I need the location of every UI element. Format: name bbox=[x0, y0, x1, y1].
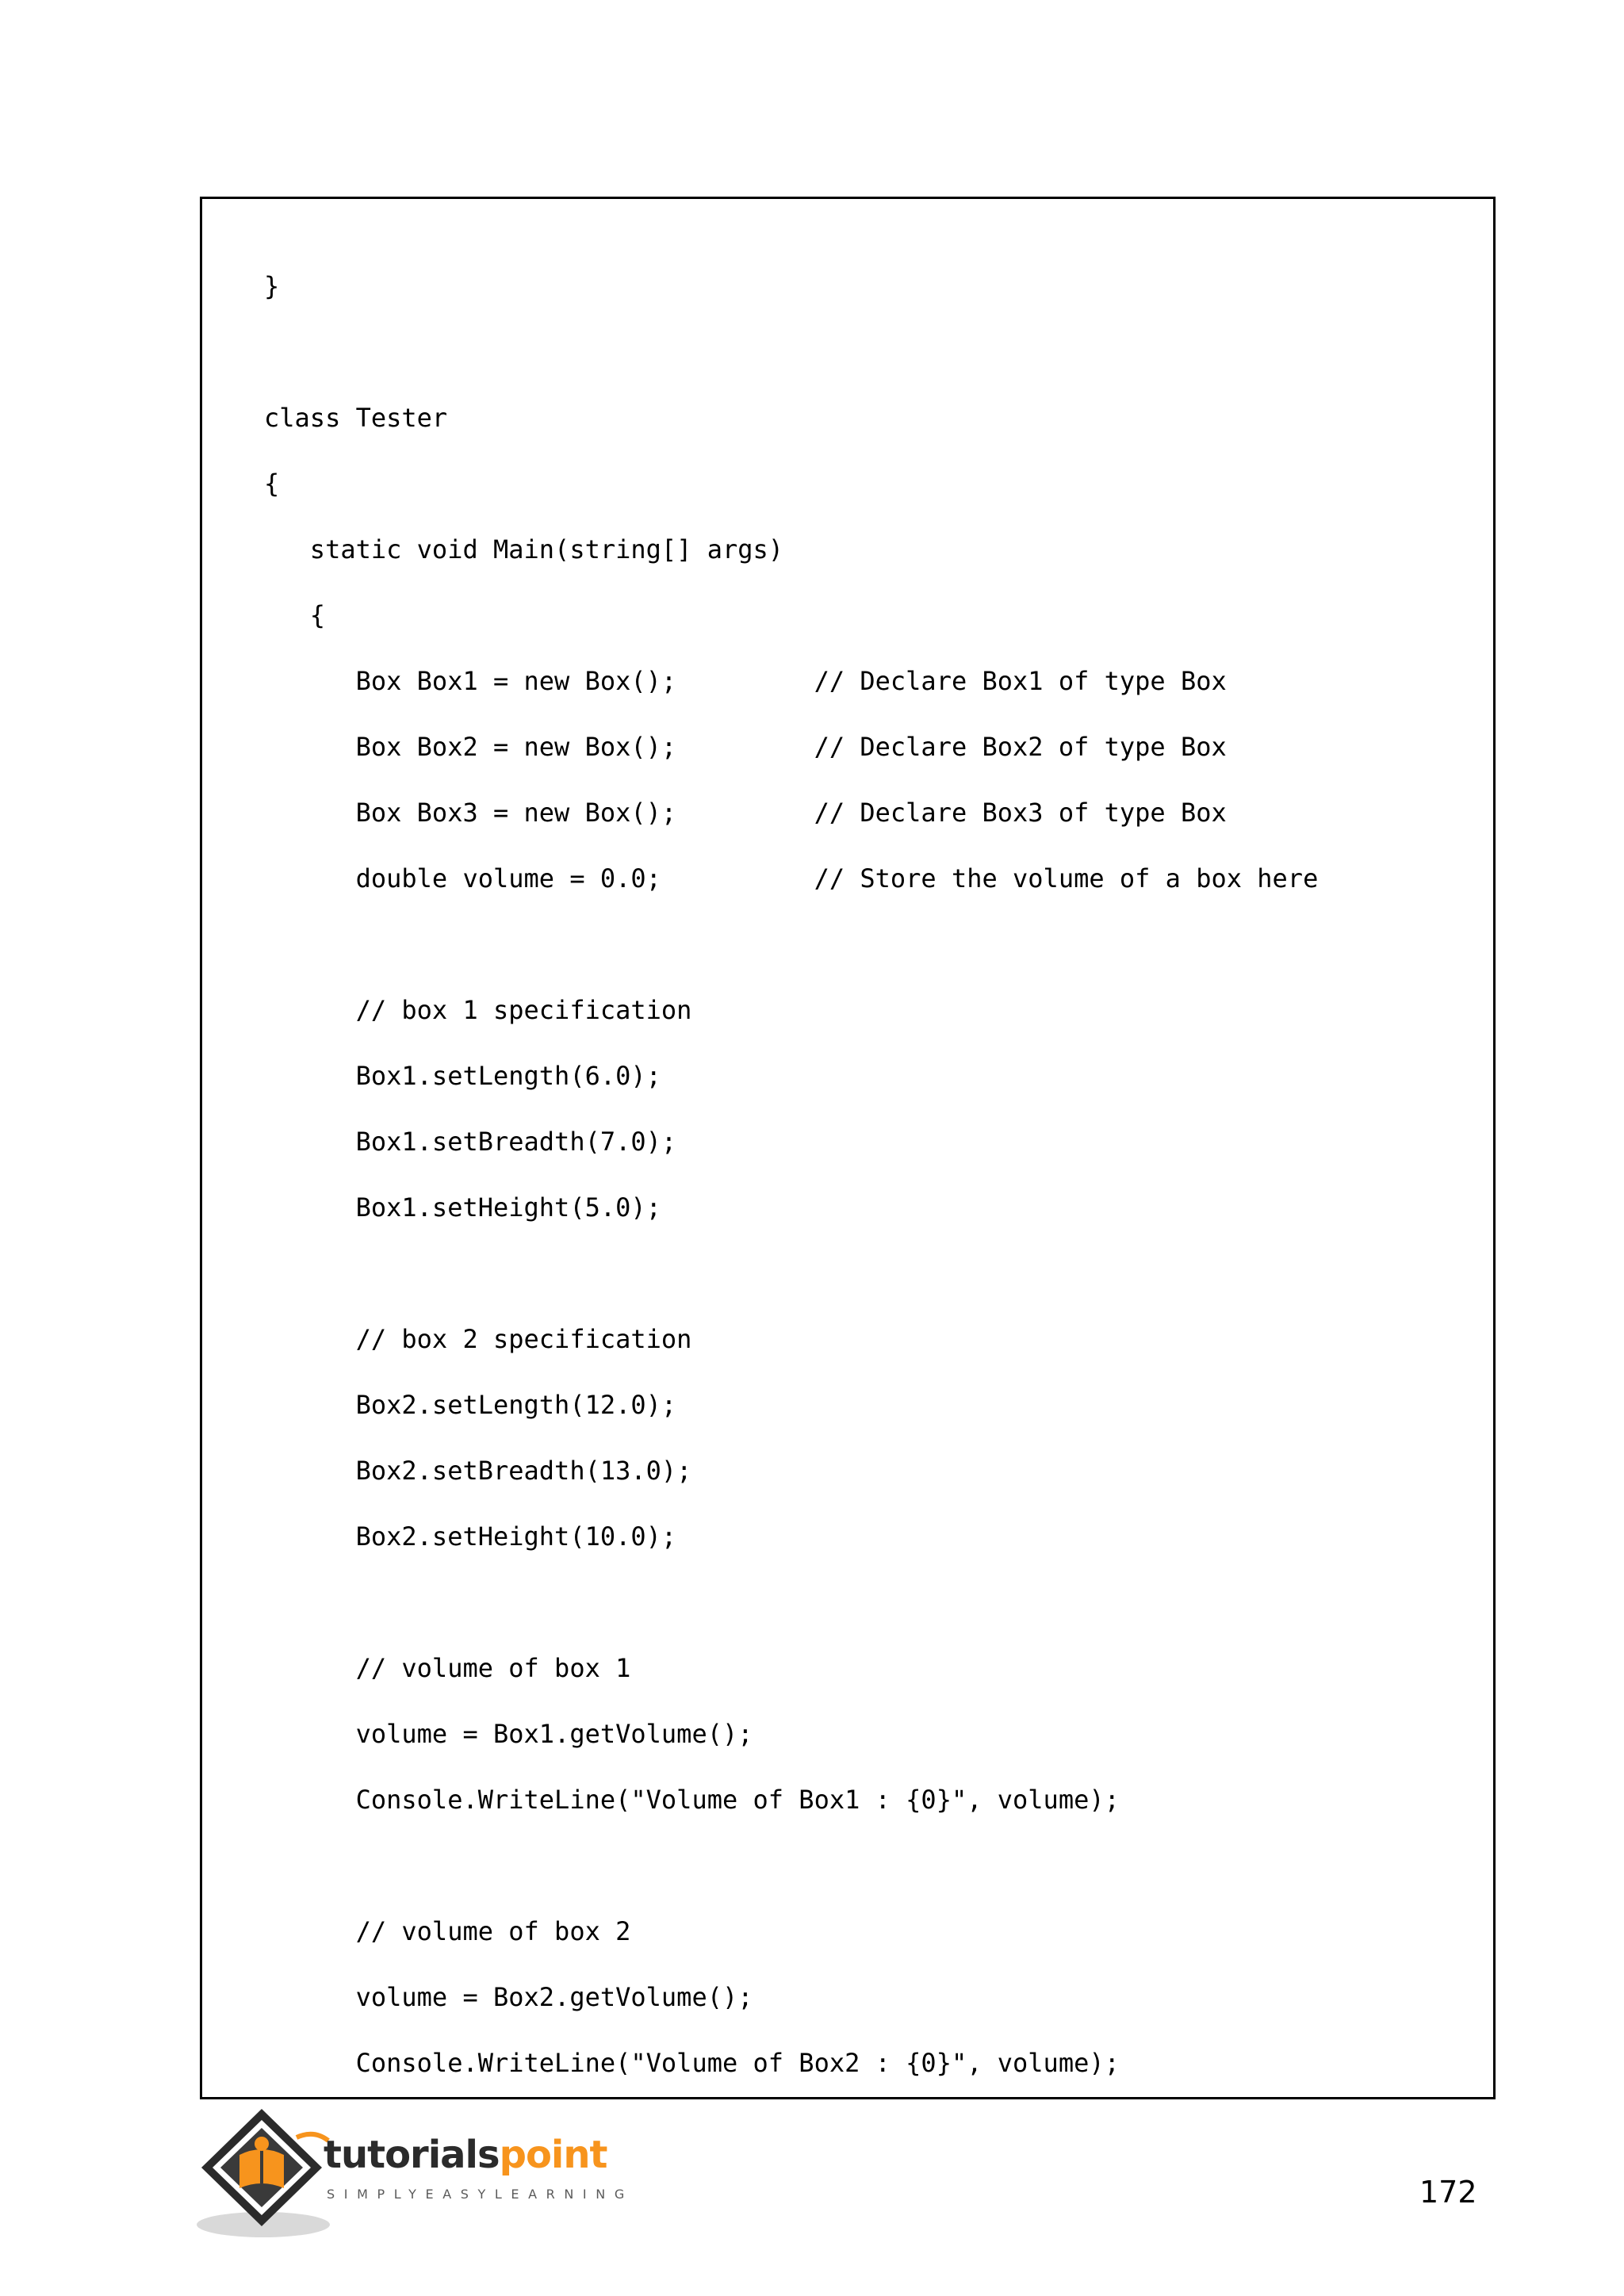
code-line: double volume = 0.0; // Store the volume of a box here bbox=[264, 863, 1319, 894]
logo-wordmark bbox=[324, 2133, 607, 2177]
code-line: Console.WriteLine("Volume of Box2 : {0}", volume); bbox=[264, 2048, 1120, 2078]
page-number: 172 bbox=[1419, 2175, 1477, 2210]
code-line: // volume of box 1 bbox=[264, 1653, 631, 1683]
logo-word-tutorials: tutorials bbox=[324, 2133, 500, 2177]
code-line: Box1.setHeight(5.0); bbox=[264, 1192, 661, 1223]
code-line: Box Box2 = new Box(); // Declare Box2 of type Box bbox=[264, 732, 1227, 762]
code-line: // box 2 specification bbox=[264, 1324, 692, 1354]
code-line: volume = Box2.getVolume(); bbox=[264, 1982, 753, 2012]
logo-diamond-icon bbox=[195, 2106, 338, 2241]
code-line: { bbox=[264, 600, 326, 630]
code-line: // volume of box 2 bbox=[264, 1916, 631, 1946]
code-listing bbox=[200, 197, 1496, 2099]
code-line: Box1.setLength(6.0); bbox=[264, 1061, 661, 1091]
code-line: Console.WriteLine("Volume of Box1 : {0}", volume); bbox=[264, 1785, 1120, 1815]
code-line: class Tester bbox=[264, 403, 448, 433]
logo-tagline: SIMPLYEASYLEARNING bbox=[327, 2187, 634, 2202]
code-line: Box Box1 = new Box(); // Declare Box1 of type Box bbox=[264, 666, 1227, 696]
code-line: volume = Box1.getVolume(); bbox=[264, 1719, 753, 1749]
code-line: Box Box3 = new Box(); // Declare Box3 of type Box bbox=[264, 798, 1227, 828]
code-line: Box2.setLength(12.0); bbox=[264, 1390, 677, 1420]
code-line: static void Main(string[] args) bbox=[264, 534, 784, 564]
tutorialspoint-logo bbox=[195, 2106, 655, 2241]
code-line: Box2.setHeight(10.0); bbox=[264, 1521, 677, 1552]
code-line: Box2.setBreadth(13.0); bbox=[264, 1456, 692, 1486]
code-line: // box 1 specification bbox=[264, 995, 692, 1025]
code-line: Box1.setBreadth(7.0); bbox=[264, 1127, 677, 1157]
code-line: { bbox=[264, 469, 280, 499]
code-line: } bbox=[264, 271, 280, 301]
logo-word-point: point bbox=[499, 2133, 607, 2177]
